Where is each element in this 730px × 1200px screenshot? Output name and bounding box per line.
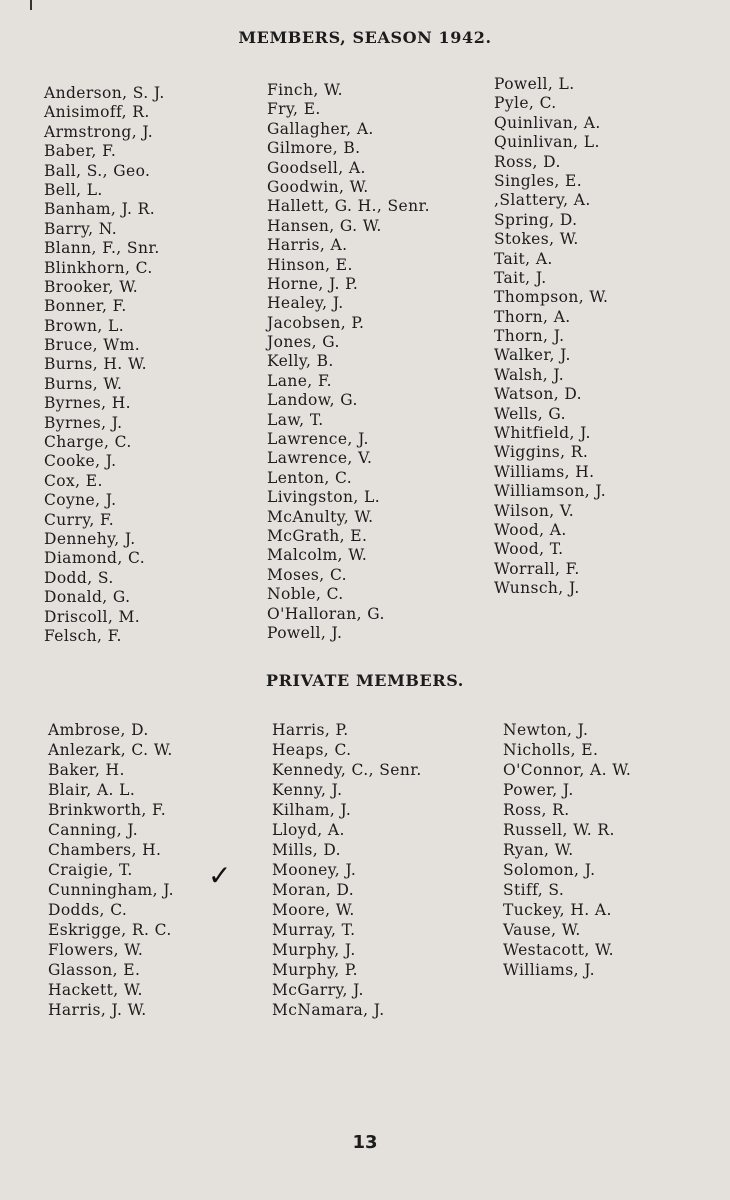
private-member-name: Newton, J. [503,721,589,739]
member-name: Powell, L. [494,75,575,93]
page-title: MEMBERS, SEASON 1942. [238,28,492,47]
member-name: Cox, E. [44,471,103,490]
private-member-name: Solomon, J. [503,861,596,879]
private-member-name: Ryan, W. [503,841,574,859]
member-name: Donald, G. [44,588,131,607]
member-name: Diamond, C. [44,549,146,568]
private-column-2 [272,720,422,1020]
member-name: McGrath, E. [267,526,368,545]
private-member-name: Nicholls, E. [503,741,599,759]
private-members-heading: PRIVATE MEMBERS. [266,671,464,690]
member-name: Baber, F. [44,142,117,161]
private-member-name: Mooney, J. [272,861,357,879]
member-name: Williamson, J. [494,482,607,501]
member-name: Thorn, J. [494,327,565,346]
member-name: Burns, H. W. [44,355,147,374]
member-name: Wunsch, J. [494,579,580,598]
member-name: Finch, W. [267,81,343,99]
member-name: Goodsell, A. [267,158,366,177]
member-name: Wood, A. [494,520,567,539]
member-name: Jones, G. [267,333,340,352]
private-member-name: Cunningham, J. [48,881,174,899]
member-name: Lawrence, J. [267,430,369,449]
member-name: Horne, J. P. [267,274,359,293]
private-member-name: Murray, T. [272,921,356,939]
member-name: Anisimoff, R. [44,103,150,122]
private-member-name: O'Connor, A. W. [503,761,632,779]
member-name: Bruce, Wm. [44,336,141,355]
member-name: Pyle, C. [494,94,557,113]
member-name: Coyne, J. [44,491,117,510]
private-member-name: Heaps, C. [272,741,352,759]
private-member-name: Murphy, J. [272,941,356,959]
member-name: Goodwin, W. [267,177,369,196]
member-name: Walsh, J. [494,365,565,384]
member-name: Wood, T. [494,540,564,559]
member-name: Moses, C. [267,565,347,584]
member-name: Blann, F., Snr. [44,239,160,258]
private-member-name: Kilham, J. [272,801,352,819]
member-name: Byrnes, J. [44,413,123,432]
stray-pen-mark [30,0,38,10]
member-name: Ross, D. [494,152,561,171]
private-column-1 [48,720,174,1020]
private-member-name: Russell, W. R. [503,821,615,839]
member-name: Spring, D. [494,210,578,229]
member-name: Powell, J. [267,623,343,642]
private-member-name: Chambers, H. [48,841,162,859]
member-name: Barry, N. [44,219,118,238]
private-member-name: Murphy, P. [272,961,358,979]
member-name: Armstrong, J. [44,122,154,141]
member-name: ,Slattery, A. [494,191,591,210]
member-name: Healey, J. [267,294,344,313]
private-member-name: Ross, R. [503,801,570,819]
member-name: McAnulty, W. [267,507,374,526]
member-name: Law, T. [267,410,324,429]
private-member-name: Hackett, W. [48,981,143,999]
private-member-name: Flowers, W. [48,941,144,959]
private-member-name: Ambrose, D. [48,721,149,739]
member-name: Tait, A. [494,249,553,268]
members-column-1 [44,84,165,646]
private-member-name: McNamara, J. [272,1001,385,1019]
private-member-name: Tuckey, H. A. [503,901,612,919]
member-name: Walker, J. [494,346,571,365]
member-name: Stokes, W. [494,230,579,249]
member-name: Jacobsen, P. [267,313,365,332]
member-name: Gallagher, A. [267,119,374,138]
handwritten-tick-mark: ✓ [208,859,232,892]
member-name: Kelly, B. [267,352,334,371]
member-name: Burns, W. [44,374,123,393]
member-name: Anderson, S. J. [44,84,165,102]
member-name: O'Halloran, G. [267,604,385,623]
member-name: Ball, S., Geo. [44,161,151,180]
member-name: Dodd, S. [44,568,114,587]
member-name: Williams, H. [494,462,595,481]
member-name: Lawrence, V. [267,449,373,468]
member-name: Harris, A. [267,236,348,255]
member-name: Whitfield, J. [494,424,591,443]
private-column-3 [503,720,631,980]
private-member-name: Vause, W. [503,921,581,939]
member-name: Hinson, E. [267,255,353,274]
member-name: Livingston, L. [267,488,381,507]
members-column-3 [494,75,608,599]
private-member-name: Brinkworth, F. [48,801,167,819]
private-member-name: Glasson, E. [48,961,141,979]
private-member-name: Kennedy, C., Senr. [272,761,422,779]
members-column-2 [267,81,430,643]
member-name: Brown, L. [44,316,125,335]
private-member-name: Stiff, S. [503,881,565,899]
member-name: Noble, C. [267,585,344,604]
private-member-name: Lloyd, A. [272,821,345,839]
member-name: Hallett, G. H., Senr. [267,197,430,216]
private-member-name: Anlezark, C. W. [48,741,173,759]
member-name: Blinkhorn, C. [44,258,153,277]
private-member-name: Eskrigge, R. C. [48,921,172,939]
member-name: Tait, J. [494,268,547,287]
member-name: Felsch, F. [44,626,122,645]
member-name: Watson, D. [494,385,582,404]
page-number: 13 [352,1132,378,1153]
member-name: Brooker, W. [44,277,139,296]
member-name: Quinlivan, L. [494,133,600,152]
private-member-name: Blair, A. L. [48,781,136,799]
member-name: Driscoll, M. [44,607,141,626]
private-member-name: Westacott, W. [503,941,614,959]
member-name: Lenton, C. [267,468,353,487]
private-member-name: Harris, P. [272,721,349,739]
private-member-name: Craigie, T. [48,861,133,879]
member-name: Gilmore, B. [267,139,361,158]
member-name: Landow, G. [267,391,358,410]
member-name: Lane, F. [267,371,333,390]
member-name: Hansen, G. W. [267,216,382,235]
private-member-name: Baker, H. [48,761,125,779]
private-member-name: Moran, D. [272,881,355,899]
member-name: Worrall, F. [494,559,580,578]
member-name: Wiggins, R. [494,443,589,462]
member-name: Byrnes, H. [44,394,131,413]
private-member-name: Power, J. [503,781,574,799]
member-name: Banham, J. R. [44,200,156,219]
member-name: Quinlivan, A. [494,113,601,132]
private-member-name: Mills, D. [272,841,341,859]
private-member-name: Kenny, J. [272,781,343,799]
member-name: Wells, G. [494,404,566,423]
private-member-name: Williams, J. [503,961,595,979]
member-name: Curry, F. [44,510,115,529]
member-name: Thorn, A. [494,307,571,326]
member-name: Dennehy, J. [44,529,136,548]
member-name: Cooke, J. [44,452,117,471]
private-member-name: Canning, J. [48,821,139,839]
member-name: Charge, C. [44,433,132,452]
member-name: Bonner, F. [44,297,127,316]
member-name: Bell, L. [44,180,103,199]
private-member-name: Dodds, C. [48,901,128,919]
member-name: Thompson, W. [494,288,609,307]
private-member-name: Harris, J. W. [48,1001,147,1019]
private-member-name: McGarry, J. [272,981,364,999]
member-name: Malcolm, W. [267,546,368,565]
member-name: Wilson, V. [494,501,575,520]
member-name: Fry, E. [267,100,321,119]
private-member-name: Moore, W. [272,901,355,919]
member-name: Singles, E. [494,171,583,190]
